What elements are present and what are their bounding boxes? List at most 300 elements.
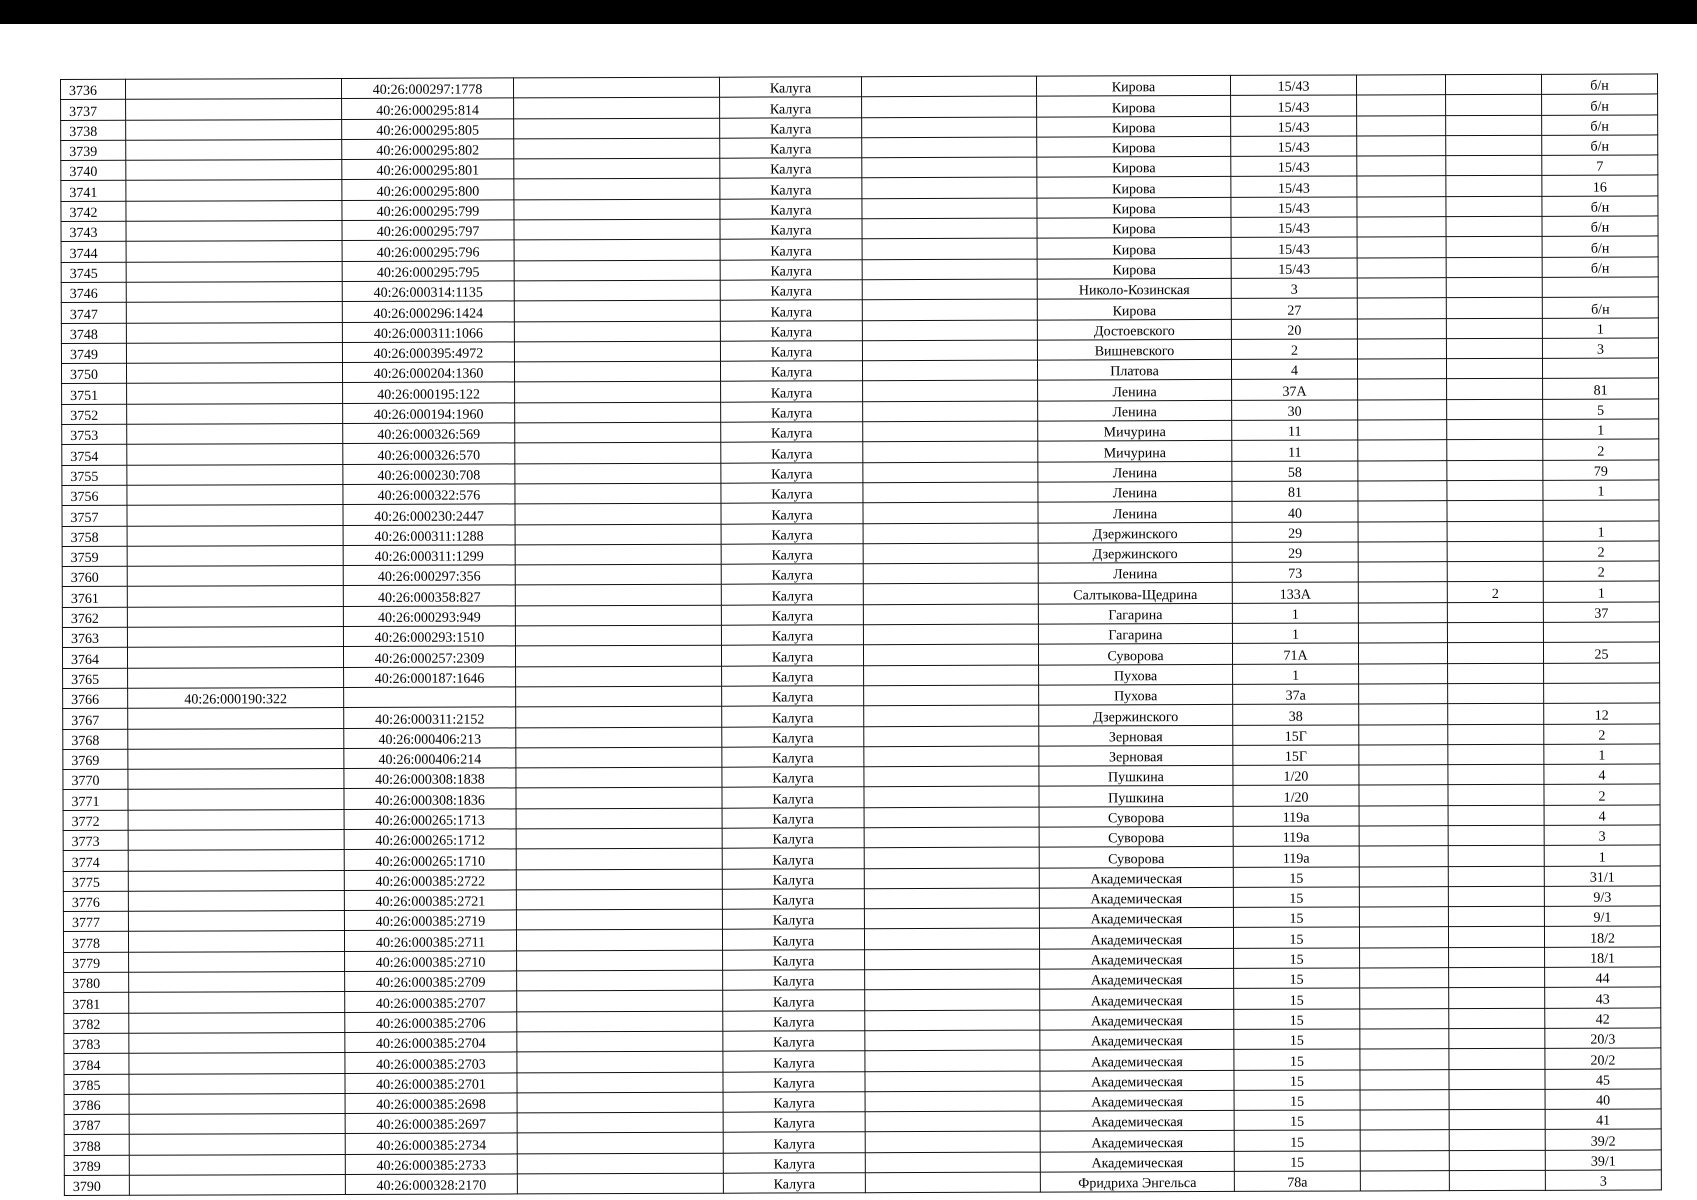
- parcel-number-cell: [129, 1175, 345, 1196]
- house-number-cell: 15/43: [1231, 176, 1357, 197]
- cadastral-number-cell: 40:26:000385:2703: [345, 1052, 517, 1073]
- row-number-cell: 3736: [61, 79, 126, 100]
- cadastral-number-cell: 40:26:000295:795: [342, 261, 514, 282]
- city-cell: Калуга: [723, 990, 865, 1011]
- unit-cell: [1446, 196, 1542, 217]
- street-cell: Дзержинского: [1038, 542, 1232, 563]
- parcel-number-cell: [127, 383, 343, 404]
- empty-cell: [514, 179, 720, 200]
- register-table: [60, 73, 1662, 1196]
- row-number-cell: 3788: [64, 1135, 129, 1156]
- empty-cell: [862, 238, 1037, 259]
- city-cell: Калуга: [722, 807, 864, 828]
- cadastral-number-cell: 40:26:000230:2447: [343, 504, 515, 525]
- unit-cell: [1446, 277, 1542, 298]
- empty-cell: [516, 828, 722, 849]
- cadastral-number-cell: 40:26:000295:800: [342, 179, 514, 200]
- parcel-number-cell: [127, 545, 343, 566]
- house-number-cell: 133А: [1232, 582, 1358, 603]
- row-number-cell: 3743: [61, 221, 126, 242]
- empty-cell: [864, 766, 1039, 787]
- apartment-cell: 44: [1545, 967, 1661, 988]
- building-cell: [1357, 136, 1446, 157]
- empty-cell: [862, 218, 1037, 239]
- parcel-number-cell: [129, 1053, 345, 1074]
- register-rows: [61, 74, 1662, 1196]
- empty-cell: [515, 524, 721, 545]
- unit-cell: [1449, 1130, 1545, 1151]
- house-number-cell: 119а: [1233, 846, 1359, 867]
- building-cell: [1358, 379, 1447, 400]
- building-cell: [1358, 541, 1447, 562]
- empty-cell: [516, 869, 722, 890]
- street-cell: Кирова: [1037, 238, 1231, 259]
- house-number-cell: 73: [1232, 562, 1358, 583]
- street-cell: Академическая: [1040, 1131, 1234, 1152]
- city-cell: Калуга: [723, 1092, 865, 1113]
- cadastral-number-cell: 40:26:000297:356: [343, 565, 515, 586]
- unit-cell: [1449, 1008, 1545, 1029]
- building-cell: [1358, 602, 1447, 623]
- cadastral-number-cell: 40:26:000295:796: [342, 240, 514, 261]
- empty-cell: [864, 705, 1039, 726]
- street-cell: Суворова: [1039, 826, 1233, 847]
- city-cell: Калуга: [721, 584, 863, 605]
- row-number-cell: 3762: [62, 607, 127, 628]
- building-cell: [1357, 196, 1446, 217]
- empty-cell: [863, 543, 1038, 564]
- parcel-number-cell: [127, 627, 343, 648]
- house-number-cell: 1/20: [1233, 765, 1359, 786]
- empty-cell: [862, 178, 1037, 199]
- building-cell: [1359, 866, 1448, 887]
- cadastral-number-cell: 40:26:000385:2734: [345, 1133, 517, 1154]
- building-cell: [1358, 399, 1447, 420]
- city-cell: Калуга: [720, 341, 862, 362]
- building-cell: [1357, 95, 1446, 116]
- unit-cell: [1447, 399, 1543, 420]
- building-cell: [1360, 1008, 1449, 1029]
- unit-cell: [1446, 176, 1542, 197]
- cadastral-number-cell: 40:26:000395:4972: [342, 342, 514, 363]
- house-number-cell: 15Г: [1233, 724, 1359, 745]
- empty-cell: [863, 624, 1038, 645]
- empty-cell: [515, 585, 721, 606]
- street-cell: Академическая: [1040, 1151, 1234, 1172]
- apartment-cell: б/н: [1542, 135, 1658, 156]
- empty-cell: [862, 198, 1037, 219]
- house-number-cell: 15Г: [1233, 745, 1359, 766]
- unit-cell: [1446, 338, 1542, 359]
- cadastral-number-cell: 40:26:000311:2152: [344, 707, 516, 728]
- street-cell: Пушкина: [1039, 766, 1233, 787]
- row-number-cell: 3770: [63, 769, 128, 790]
- city-cell: Калуга: [723, 1112, 865, 1133]
- empty-cell: [514, 280, 720, 301]
- cadastral-number-cell: 40:26:000385:2719: [344, 910, 516, 931]
- street-cell: Фридриха Энгельса: [1040, 1171, 1234, 1192]
- row-number-cell: 3756: [62, 485, 127, 506]
- house-number-cell: 15: [1234, 1029, 1360, 1050]
- parcel-number-cell: [126, 302, 342, 323]
- empty-cell: [864, 685, 1039, 706]
- house-number-cell: 15: [1233, 887, 1359, 908]
- cadastral-number-cell: 40:26:000385:2710: [345, 951, 517, 972]
- street-cell: Ленина: [1038, 380, 1232, 401]
- empty-cell: [865, 1071, 1040, 1092]
- house-number-cell: 15: [1234, 1009, 1360, 1030]
- street-cell: Ленина: [1038, 461, 1232, 482]
- building-cell: [1359, 744, 1448, 765]
- apartment-cell: 2: [1543, 541, 1659, 562]
- parcel-number-cell: [126, 180, 342, 201]
- street-cell: Академическая: [1040, 1029, 1234, 1050]
- apartment-cell: 31/1: [1544, 865, 1660, 886]
- building-cell: [1360, 988, 1449, 1009]
- cadastral-number-cell: 40:26:000293:949: [343, 606, 515, 627]
- house-number-cell: 71А: [1232, 643, 1358, 664]
- empty-cell: [515, 503, 721, 524]
- building-cell: [1359, 704, 1448, 725]
- city-cell: Калуга: [722, 726, 864, 747]
- row-number-cell: 3744: [61, 242, 126, 263]
- unit-cell: [1449, 947, 1545, 968]
- apartment-cell: 2: [1544, 723, 1660, 744]
- apartment-cell: 25: [1543, 642, 1659, 663]
- empty-cell: [862, 137, 1037, 158]
- unit-cell: [1447, 419, 1543, 440]
- empty-cell: [863, 401, 1038, 422]
- house-number-cell: 15/43: [1230, 75, 1356, 96]
- empty-cell: [515, 402, 721, 423]
- house-number-cell: 11: [1232, 440, 1358, 461]
- cadastral-number-cell: 40:26:000385:2722: [344, 869, 516, 890]
- empty-cell: [865, 949, 1040, 970]
- apartment-cell: б/н: [1542, 216, 1658, 237]
- apartment-cell: 16: [1542, 175, 1658, 196]
- street-cell: Вишневского: [1037, 339, 1231, 360]
- city-cell: Калуга: [720, 219, 862, 240]
- parcel-number-cell: [127, 566, 343, 587]
- empty-cell: [516, 666, 722, 687]
- apartment-cell: 1: [1543, 520, 1659, 541]
- building-cell: [1358, 440, 1447, 461]
- empty-cell: [863, 381, 1038, 402]
- building-cell: [1357, 176, 1446, 197]
- row-number-cell: 3739: [61, 140, 126, 161]
- row-number-cell: 3741: [61, 181, 126, 202]
- city-cell: Калуга: [723, 949, 865, 970]
- row-number-cell: 3754: [62, 445, 127, 466]
- unit-cell: [1448, 744, 1544, 765]
- building-cell: [1358, 481, 1447, 502]
- building-cell: [1360, 1029, 1449, 1050]
- unit-cell: [1446, 318, 1542, 339]
- parcel-number-cell: 40:26:000190:322: [128, 687, 344, 708]
- city-cell: Калуга: [722, 929, 864, 950]
- unit-cell: [1446, 135, 1542, 156]
- building-cell: [1358, 420, 1447, 441]
- empty-cell: [863, 462, 1038, 483]
- apartment-cell: б/н: [1542, 236, 1658, 257]
- street-cell: Академическая: [1040, 1111, 1234, 1132]
- apartment-cell: 2: [1543, 561, 1659, 582]
- unit-cell: [1447, 440, 1543, 461]
- unit-cell: [1447, 501, 1543, 522]
- cadastral-number-cell: 40:26:000385:2697: [345, 1113, 517, 1134]
- empty-cell: [863, 604, 1038, 625]
- street-cell: Академическая: [1040, 989, 1234, 1010]
- unit-cell: [1448, 683, 1544, 704]
- parcel-number-cell: [128, 870, 344, 891]
- empty-cell: [863, 421, 1038, 442]
- street-cell: Академическая: [1040, 1090, 1234, 1111]
- apartment-cell: 3: [1544, 825, 1660, 846]
- apartment-cell: 37: [1543, 602, 1659, 623]
- empty-cell: [864, 665, 1039, 686]
- row-number-cell: 3749: [61, 343, 126, 364]
- house-number-cell: 1/20: [1233, 785, 1359, 806]
- empty-cell: [514, 260, 720, 281]
- parcel-number-cell: [129, 951, 345, 972]
- row-number-cell: 3760: [62, 566, 127, 587]
- parcel-number-cell: [128, 728, 344, 749]
- house-number-cell: 15: [1234, 1130, 1360, 1151]
- house-number-cell: 38: [1233, 704, 1359, 725]
- apartment-cell: 9/1: [1544, 906, 1660, 927]
- building-cell: [1360, 1049, 1449, 1070]
- empty-cell: [517, 1031, 723, 1052]
- cadastral-number-cell: 40:26:000322:576: [343, 484, 515, 505]
- city-cell: Калуга: [721, 645, 863, 666]
- house-number-cell: 119а: [1233, 826, 1359, 847]
- apartment-cell: б/н: [1542, 297, 1658, 318]
- empty-cell: [516, 727, 722, 748]
- parcel-number-cell: [128, 911, 344, 932]
- house-number-cell: 4: [1231, 359, 1357, 380]
- empty-cell: [516, 930, 722, 951]
- row-number-cell: 3779: [64, 952, 129, 973]
- row-number-cell: 3771: [63, 790, 128, 811]
- building-cell: [1356, 75, 1445, 96]
- building-cell: [1359, 684, 1448, 705]
- cadastral-number-cell: 40:26:000204:1360: [342, 362, 514, 383]
- row-number-cell: 3745: [61, 262, 126, 283]
- street-cell: Зерновая: [1039, 745, 1233, 766]
- street-cell: Кирова: [1037, 136, 1231, 157]
- cadastral-number-cell: 40:26:000308:1836: [344, 788, 516, 809]
- empty-cell: [864, 726, 1039, 747]
- empty-cell: [514, 138, 720, 159]
- house-number-cell: 15/43: [1231, 258, 1357, 279]
- building-cell: [1358, 501, 1447, 522]
- house-number-cell: 40: [1232, 501, 1358, 522]
- house-number-cell: 78а: [1234, 1171, 1360, 1192]
- building-cell: [1358, 643, 1447, 664]
- street-cell: Кирова: [1037, 217, 1231, 238]
- unit-cell: [1446, 156, 1542, 177]
- empty-cell: [864, 786, 1039, 807]
- house-number-cell: 15: [1234, 1049, 1360, 1070]
- cadastral-number-cell: 40:26:000295:814: [342, 98, 514, 119]
- empty-cell: [864, 908, 1039, 929]
- unit-cell: [1449, 1150, 1545, 1171]
- row-number-cell: 3748: [61, 323, 126, 344]
- building-cell: [1358, 562, 1447, 583]
- city-cell: Калуга: [722, 828, 864, 849]
- city-cell: Калуга: [722, 909, 864, 930]
- unit-cell: [1448, 805, 1544, 826]
- empty-cell: [864, 868, 1039, 889]
- building-cell: [1360, 1150, 1449, 1171]
- street-cell: Пухова: [1039, 684, 1233, 705]
- cadastral-number-cell: 40:26:000385:2706: [345, 1012, 517, 1033]
- apartment-cell: 1: [1542, 317, 1658, 338]
- building-cell: [1360, 1069, 1449, 1090]
- empty-cell: [863, 523, 1038, 544]
- apartment-cell: 2: [1543, 439, 1659, 460]
- house-number-cell: 15: [1233, 907, 1359, 928]
- parcel-number-cell: [127, 647, 343, 668]
- unit-cell: [1446, 237, 1542, 258]
- row-number-cell: 3786: [64, 1094, 129, 1115]
- cadastral-number-cell: 40:26:000308:1838: [344, 768, 516, 789]
- row-number-cell: 3740: [61, 160, 126, 181]
- row-number-cell: 3777: [63, 911, 128, 932]
- empty-cell: [517, 950, 723, 971]
- parcel-number-cell: [129, 1073, 345, 1094]
- table-row: [64, 1170, 1661, 1196]
- city-cell: Калуга: [720, 97, 862, 118]
- empty-cell: [863, 502, 1038, 523]
- parcel-number-cell: [129, 972, 345, 993]
- cadastral-number-cell: 40:26:000311:1066: [342, 321, 514, 342]
- empty-cell: [516, 808, 722, 829]
- unit-cell: [1448, 846, 1544, 867]
- cadastral-number-cell: 40:26:000406:214: [344, 748, 516, 769]
- city-cell: Калуга: [722, 848, 864, 869]
- apartment-cell: 9/3: [1544, 886, 1660, 907]
- row-number-cell: 3789: [64, 1155, 129, 1176]
- cadastral-number-cell: 40:26:000195:122: [343, 382, 515, 403]
- city-cell: Калуга: [720, 280, 862, 301]
- unit-cell: [1447, 541, 1543, 562]
- building-cell: [1360, 947, 1449, 968]
- parcel-number-cell: [128, 829, 344, 850]
- empty-cell: [861, 76, 1036, 97]
- empty-cell: [514, 97, 720, 118]
- empty-cell: [516, 767, 722, 788]
- empty-cell: [865, 969, 1040, 990]
- street-cell: Дзержинского: [1038, 522, 1232, 543]
- unit-cell: [1446, 257, 1542, 278]
- empty-cell: [517, 991, 723, 1012]
- cadastral-number-cell: 40:26:000314:1135: [342, 281, 514, 302]
- empty-cell: [517, 1133, 723, 1154]
- empty-cell: [864, 827, 1039, 848]
- house-number-cell: 15: [1234, 988, 1360, 1009]
- row-number-cell: 3765: [63, 668, 128, 689]
- cadastral-number-cell: 40:26:000296:1424: [342, 301, 514, 322]
- apartment-cell: 42: [1545, 1008, 1661, 1029]
- row-number-cell: 3750: [61, 363, 126, 384]
- apartment-cell: 4: [1544, 805, 1660, 826]
- parcel-number-cell: [129, 1012, 345, 1033]
- row-number-cell: 3784: [64, 1054, 129, 1075]
- empty-cell: [514, 321, 720, 342]
- street-cell: Суворова: [1039, 806, 1233, 827]
- empty-cell: [865, 1111, 1040, 1132]
- apartment-cell: 20/3: [1545, 1028, 1661, 1049]
- row-number-cell: 3753: [62, 424, 127, 445]
- empty-cell: [863, 644, 1038, 665]
- house-number-cell: 37а: [1233, 684, 1359, 705]
- row-number-cell: 3761: [62, 587, 127, 608]
- empty-cell: [515, 382, 721, 403]
- house-number-cell: 15/43: [1231, 95, 1357, 116]
- unit-cell: [1446, 216, 1542, 237]
- street-cell: Николо-Козинская: [1037, 278, 1231, 299]
- city-cell: Калуга: [721, 604, 863, 625]
- house-number-cell: 15: [1233, 867, 1359, 888]
- parcel-number-cell: [128, 809, 344, 830]
- cadastral-number-cell: [344, 687, 516, 708]
- city-cell: Калуга: [723, 1010, 865, 1031]
- building-cell: [1359, 826, 1448, 847]
- unit-cell: [1448, 927, 1544, 948]
- apartment-cell: б/н: [1542, 257, 1658, 278]
- empty-cell: [516, 848, 722, 869]
- house-number-cell: 15/43: [1231, 136, 1357, 157]
- scan-top-edge: [0, 0, 1697, 24]
- building-cell: [1359, 663, 1448, 684]
- empty-cell: [515, 422, 721, 443]
- apartment-cell: б/н: [1542, 196, 1658, 217]
- building-cell: [1360, 1171, 1449, 1192]
- unit-cell: [1449, 967, 1545, 988]
- city-cell: Калуга: [721, 544, 863, 565]
- building-cell: [1357, 339, 1446, 360]
- apartment-cell: 39/1: [1545, 1150, 1661, 1171]
- unit-cell: [1448, 764, 1544, 785]
- empty-cell: [514, 118, 720, 139]
- house-number-cell: 15/43: [1231, 116, 1357, 137]
- row-number-cell: 3766: [63, 688, 128, 709]
- empty-cell: [516, 909, 722, 930]
- apartment-cell: 40: [1545, 1089, 1661, 1110]
- empty-cell: [514, 219, 720, 240]
- apartment-cell: 1: [1544, 845, 1660, 866]
- street-cell: Платова: [1037, 360, 1231, 381]
- street-cell: Зерновая: [1039, 725, 1233, 746]
- unit-cell: [1447, 643, 1543, 664]
- parcel-number-cell: [128, 890, 344, 911]
- empty-cell: [863, 563, 1038, 584]
- unit-cell: [1445, 74, 1541, 95]
- parcel-number-cell: [128, 850, 344, 871]
- parcel-number-cell: [127, 525, 343, 546]
- street-cell: Кирова: [1037, 258, 1231, 279]
- street-cell: Салтыкова-Щедрина: [1038, 583, 1232, 604]
- house-number-cell: 15/43: [1231, 156, 1357, 177]
- row-number-cell: 3787: [64, 1114, 129, 1135]
- parcel-number-cell: [127, 484, 343, 505]
- building-cell: [1358, 582, 1447, 603]
- street-cell: Кирова: [1037, 96, 1231, 117]
- street-cell: Кирова: [1037, 299, 1231, 320]
- house-number-cell: 15: [1234, 948, 1360, 969]
- building-cell: [1359, 785, 1448, 806]
